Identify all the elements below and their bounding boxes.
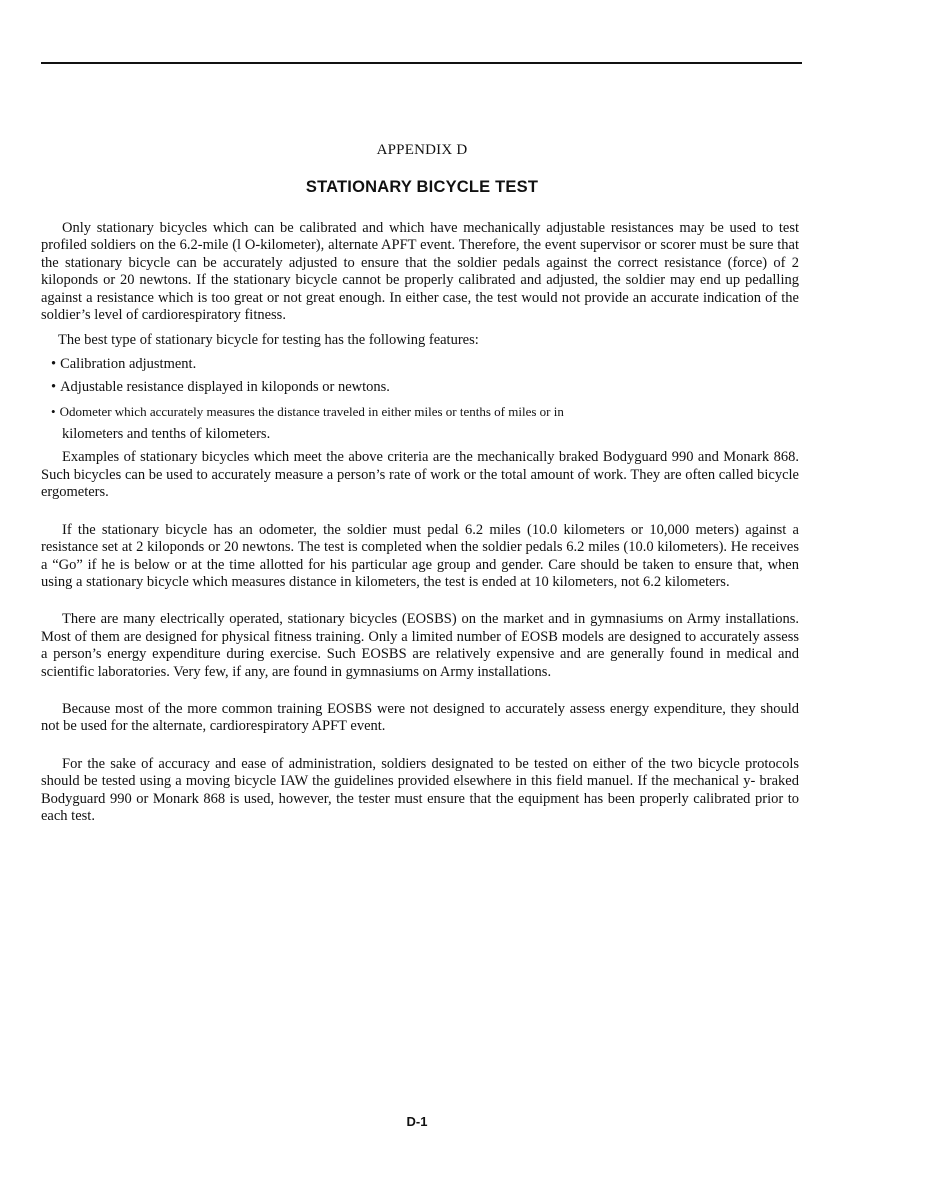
header-rule bbox=[41, 62, 802, 64]
features-list bbox=[41, 356, 799, 420]
feature-continuation: kilometers and tenths of kilometers. bbox=[62, 426, 271, 443]
body-text bbox=[41, 220, 799, 825]
bullet-icon: • bbox=[51, 403, 56, 419]
paragraph-examples: Examples of stationary bicycles which meet the above criteria are the mechanically braked Bodyguard 990 and Monark 868. Such bicycles can be used to accurately measure a person’s rate of work or the total amount of work. They are often called bicycle ergometers. bbox=[41, 449, 799, 501]
feature-text: Adjustable resistance displayed in kiloponds or newtons. bbox=[60, 379, 390, 396]
list-item bbox=[41, 356, 799, 373]
paragraph-because: Because most of the more common training EOSBS were not designed to accurately assess energy expenditure, they should not be used for the alternate, cardiorespiratory APFT event. bbox=[41, 700, 799, 735]
paragraph-intro: Only stationary bicycles which can be calibrated and which have mechanically adjustable resistances may be used to test profiled soldiers on the 6.2-mile (l O-kilometer), alternate APFT event. Therefore, the event supervisor or scorer must be sure that the stationary bicycle can be accurately adjusted to ensure that the soldier pedals against the correct resistance (force) of 2 kiloponds or 20 newtons. If the stationary bicycle cannot be properly calibrated and adjusted, the soldier may end up pedalling against a resistance which is too great or not great enough. In either case, the test would not provide an accurate indication of the soldier’s level of cardiorespiratory fitness. bbox=[41, 220, 799, 324]
page-number: D-1 bbox=[406, 1114, 428, 1129]
feature-text: Odometer which accurately measures the distance traveled in either miles or tenths of miles or in bbox=[59, 403, 564, 419]
paragraph-odometer: If the stationary bicycle has an odometer, the soldier must pedal 6.2 miles (10.0 kilometers or 10,000 meters) against a resistance set at 2 kiloponds or 20 newtons. The test is completed when the soldier pedals 6.2 miles (10.0 kilometers). He receives a “Go” if he is below or at the time allotted for his particular age group and gender. Care should be taken to ensure that, when using a stationary bicycle which measures distance in kilometers, the test is ended at 10 kilometers, not 6.2 kilometers. bbox=[41, 521, 799, 590]
list-item bbox=[41, 379, 799, 396]
bullet-icon: • bbox=[51, 355, 57, 372]
list-item bbox=[41, 403, 799, 420]
bullet-icon: • bbox=[51, 379, 57, 396]
paragraph-eosbs: There are many electrically operated, stationary bicycles (EOSBS) on the market and in gymnasiums on Army installations. Most of them are designed for physical fitness training. Only a limited number of EOSB models are designed to accurately assess a person’s energy expenditure during exercise. Such EOSBS are relatively expensive and are generally found in medical and scientific laboratories. Very few, if any, are found in gymnasiums on Army installations. bbox=[41, 611, 799, 680]
paragraph-accuracy: For the sake of accuracy and ease of administration, soldiers designated to be tested on either of the two bicycle protocols should be tested using a moving bicycle IAW the guidelines provided elsewhere in this field manuel. If the mechanical y- braked Bodyguard 990 or Monark 868 is used, however, the tester must ensure that the equipment has been properly calibrated prior to each test. bbox=[41, 755, 799, 824]
page-title: STATIONARY BICYCLE TEST bbox=[305, 178, 539, 196]
feature-text: Calibration adjustment. bbox=[60, 355, 197, 372]
paragraph-features-lead: The best type of stationary bicycle for testing has the following features: bbox=[58, 332, 479, 349]
appendix-label: APPENDIX D bbox=[376, 142, 468, 158]
